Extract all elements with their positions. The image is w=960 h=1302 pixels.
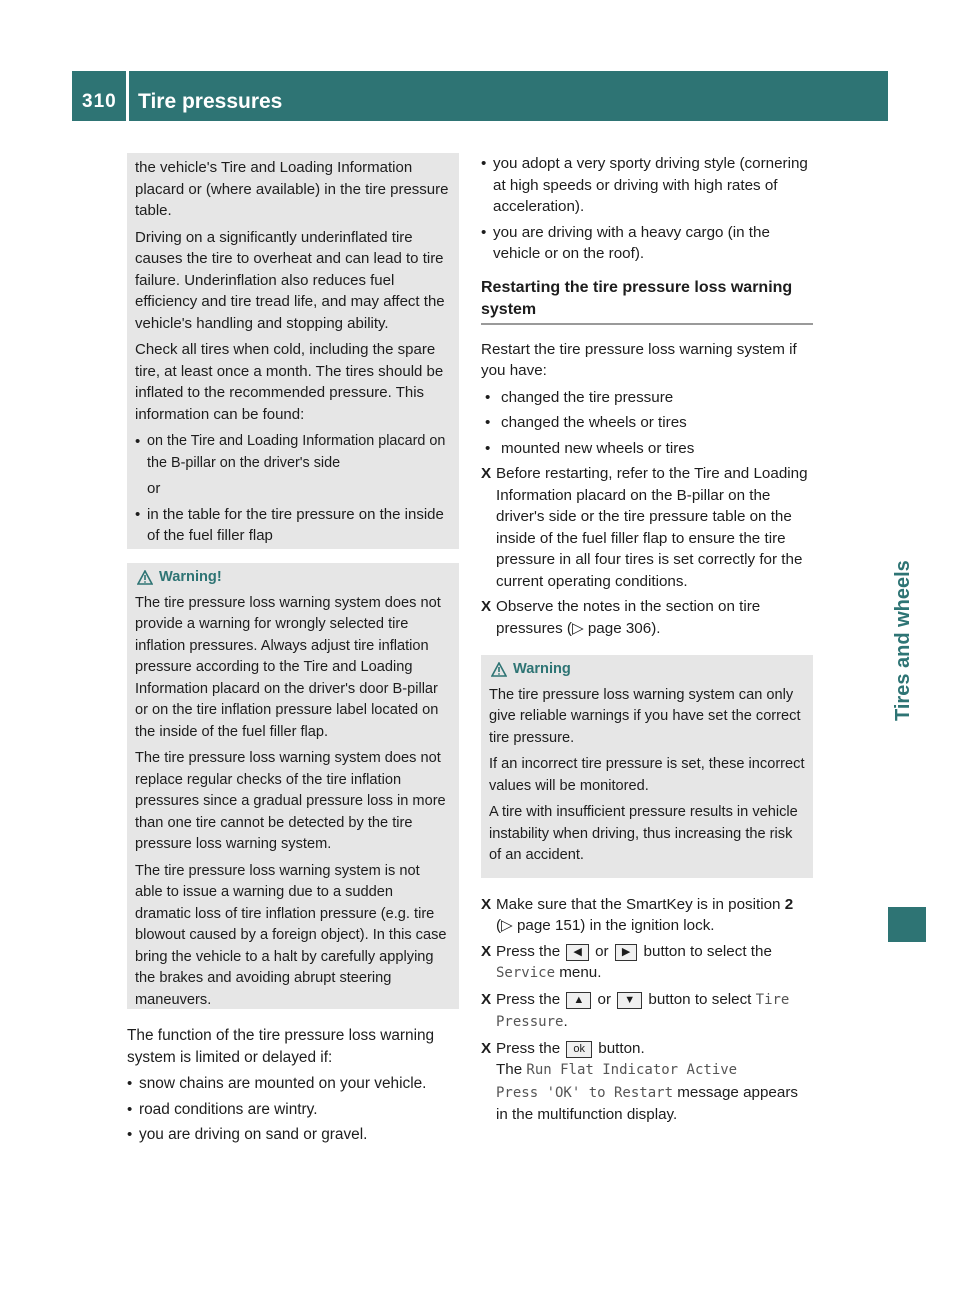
limitation-intro: The function of the tire pressure loss warning system is limited or delayed if: <box>127 1027 435 1066</box>
left-arrow-key-icon: ◀ <box>566 944 588 961</box>
list-item-text: mounted new wheels or tires <box>501 439 695 457</box>
or-text: or <box>147 480 161 497</box>
list-item: • road conditions are wintry. <box>127 1099 459 1121</box>
page-header <box>72 71 888 121</box>
bullet-icon: • <box>135 505 141 523</box>
instruction-step <box>481 894 813 937</box>
step-text: Press the ◀ or ▶ button to select the Service menu. <box>496 942 772 981</box>
page-number: 310 <box>82 91 117 112</box>
list-item: • snow chains are mounted on your vehicle. <box>127 1073 459 1095</box>
warning-paragraph: The tire pressure loss warning system can only give reliable warnings if you have set the correct tire pressure. <box>489 686 801 746</box>
warning-paragraph: A tire with insufficient pressure results in vehicle instability when driving, thus increasing the risk of an accident. <box>489 804 798 863</box>
warning-title: Warning! <box>159 569 222 585</box>
instruction-step <box>481 1038 813 1126</box>
menu-item-name: Tire Pressure <box>496 991 790 1030</box>
warning-paragraph: The tire pressure loss warning system does not replace regular checks of the tire inflation pressures since a gradual pressure loss in more than one tire cannot be detected by the tire pressure loss warning system. <box>135 750 446 852</box>
instruction-step <box>481 596 813 639</box>
down-arrow-key-icon: ▼ <box>617 992 642 1009</box>
step-arrow-icon: X <box>481 465 492 482</box>
step-text: Before restarting, refer to the Tire and Loading Information placard on the B-pillar on the driver's side or the tire pressure table on the inside of the fuel filler flap to ensure the tire pressure in all four tires is set correctly for the current operating conditions. <box>496 465 808 590</box>
list-item-text: in the table for the tire pressure on the inside of the fuel filler flap <box>147 505 444 544</box>
warning-box <box>127 563 459 1009</box>
ok-key-icon: ok <box>566 1041 592 1058</box>
right-column <box>481 153 813 1130</box>
info-paragraph: Check all tires when cold, including the spare tire, at least once a month. The tires should be inflated to the recommended pressure. This information can be found: <box>135 341 444 423</box>
section-title: Tire pressures <box>138 90 283 113</box>
step-text: Observe the notes in the section on tire pressures (▷ page 306). <box>496 598 761 637</box>
list-item: • you are driving on sand or gravel. <box>127 1124 459 1146</box>
list-item <box>135 478 451 500</box>
warning-paragraph: The tire pressure loss warning system does not provide a warning for wrongly selected tire inflation pressures. Always adjust tire inflation pressure according to the Tire and Loading Information placard on the driver's door B-pillar or on the tire inflation pressure label located on the inside of the fuel filler flap. <box>135 594 441 740</box>
list-item-text: on the Tire and Loading Information placard on the B-pillar on the driver's side <box>147 433 446 471</box>
warning-paragraph: The tire pressure loss warning system is not able to issue a warning due to a sudden dramatic loss of tire inflation pressure (e.g. tire blowout caused by a foreign object). In this case bring the vehicle to a halt by carefully applying the brakes and avoiding abrupt steering maneuvers. <box>135 862 447 1008</box>
warning-heading <box>135 567 451 589</box>
instruction-step <box>481 941 813 985</box>
step-arrow-icon: X <box>481 942 492 960</box>
step-arrow-icon: X <box>481 990 492 1008</box>
menu-name: Service <box>496 965 556 981</box>
display-message: Press 'OK' to Restart <box>496 1084 674 1101</box>
restart-intro: Restart the tire pressure loss warning system if you have: <box>481 340 797 379</box>
left-column <box>127 153 459 1150</box>
list-item: • changed the wheels or tires <box>481 412 813 434</box>
step-arrow-icon: X <box>481 895 492 913</box>
list-item-text: road conditions are wintry. <box>139 1100 318 1118</box>
info-paragraph: Driving on a significantly underinflated tire causes the tire to overheat and can lead to tire failure. Underinflation also reduces fuel efficiency and tire tread life, and may affect the vehicle's handling and stopping ability. <box>135 228 445 332</box>
warning-title: Warning <box>513 661 571 677</box>
step-arrow-icon: X <box>481 1039 492 1057</box>
warning-paragraph: If an incorrect tire pressure is set, these incorrect values will be monitored. <box>489 756 805 794</box>
key-position: 2 <box>784 895 794 913</box>
warning-triangle-icon <box>491 662 507 677</box>
step-text: Make sure that the SmartKey is in position 2 (▷ page 151) in the ignition lock. <box>496 895 794 934</box>
chapter-marker <box>888 907 926 942</box>
list-item <box>135 504 451 547</box>
warning-heading <box>489 659 805 681</box>
step-arrow-icon: X <box>481 598 492 615</box>
step-text: Press the ▲ or ▼ button to select Tire Pressure. <box>496 990 790 1030</box>
list-item: • you adopt a very sporty driving style (cornering at high speeds or driving with high rates of acceleration). <box>481 153 813 218</box>
list-item-text: you are driving on sand or gravel. <box>139 1126 368 1143</box>
list-item-text: snow chains are mounted on your vehicle. <box>139 1075 427 1092</box>
up-arrow-key-icon: ▲ <box>566 992 591 1009</box>
instruction-step <box>481 989 813 1034</box>
warning-triangle-icon <box>137 570 153 585</box>
list-item: • you are driving with a heavy cargo (in the vehicle or on the roof). <box>481 222 813 265</box>
warning-box <box>481 655 813 878</box>
bullet-icon: • <box>135 433 141 450</box>
header-divider <box>126 71 129 121</box>
list-item <box>135 431 451 474</box>
info-paragraph: the vehicle's Tire and Loading Information placard or (where available) in the tire pressure table. <box>135 159 449 219</box>
list-item: • mounted new wheels or tires <box>481 438 813 460</box>
info-box <box>127 153 459 549</box>
list-item-text: changed the tire pressure <box>501 388 674 406</box>
list-item-text: you adopt a very sporty driving style (cornering at high speeds or driving with high rates of acceleration). <box>493 155 808 215</box>
step-text: Press the ok button. The Run Flat Indicator Active Press 'OK' to Restart message appears in the multifunction display. <box>496 1039 798 1123</box>
list-item-text: you are driving with a heavy cargo (in the vehicle or on the roof). <box>493 223 770 262</box>
list-item-text: changed the wheels or tires <box>501 414 687 431</box>
subsection-heading: Restarting the tire pressure loss warning system <box>481 277 813 325</box>
right-arrow-key-icon: ▶ <box>615 944 637 961</box>
display-message: Run Flat Indicator Active <box>526 1062 738 1078</box>
instruction-step <box>481 463 813 592</box>
chapter-tab-label: Tires and wheels <box>892 560 914 721</box>
list-item: • changed the tire pressure <box>481 387 813 409</box>
chapter-tab <box>888 121 926 1281</box>
